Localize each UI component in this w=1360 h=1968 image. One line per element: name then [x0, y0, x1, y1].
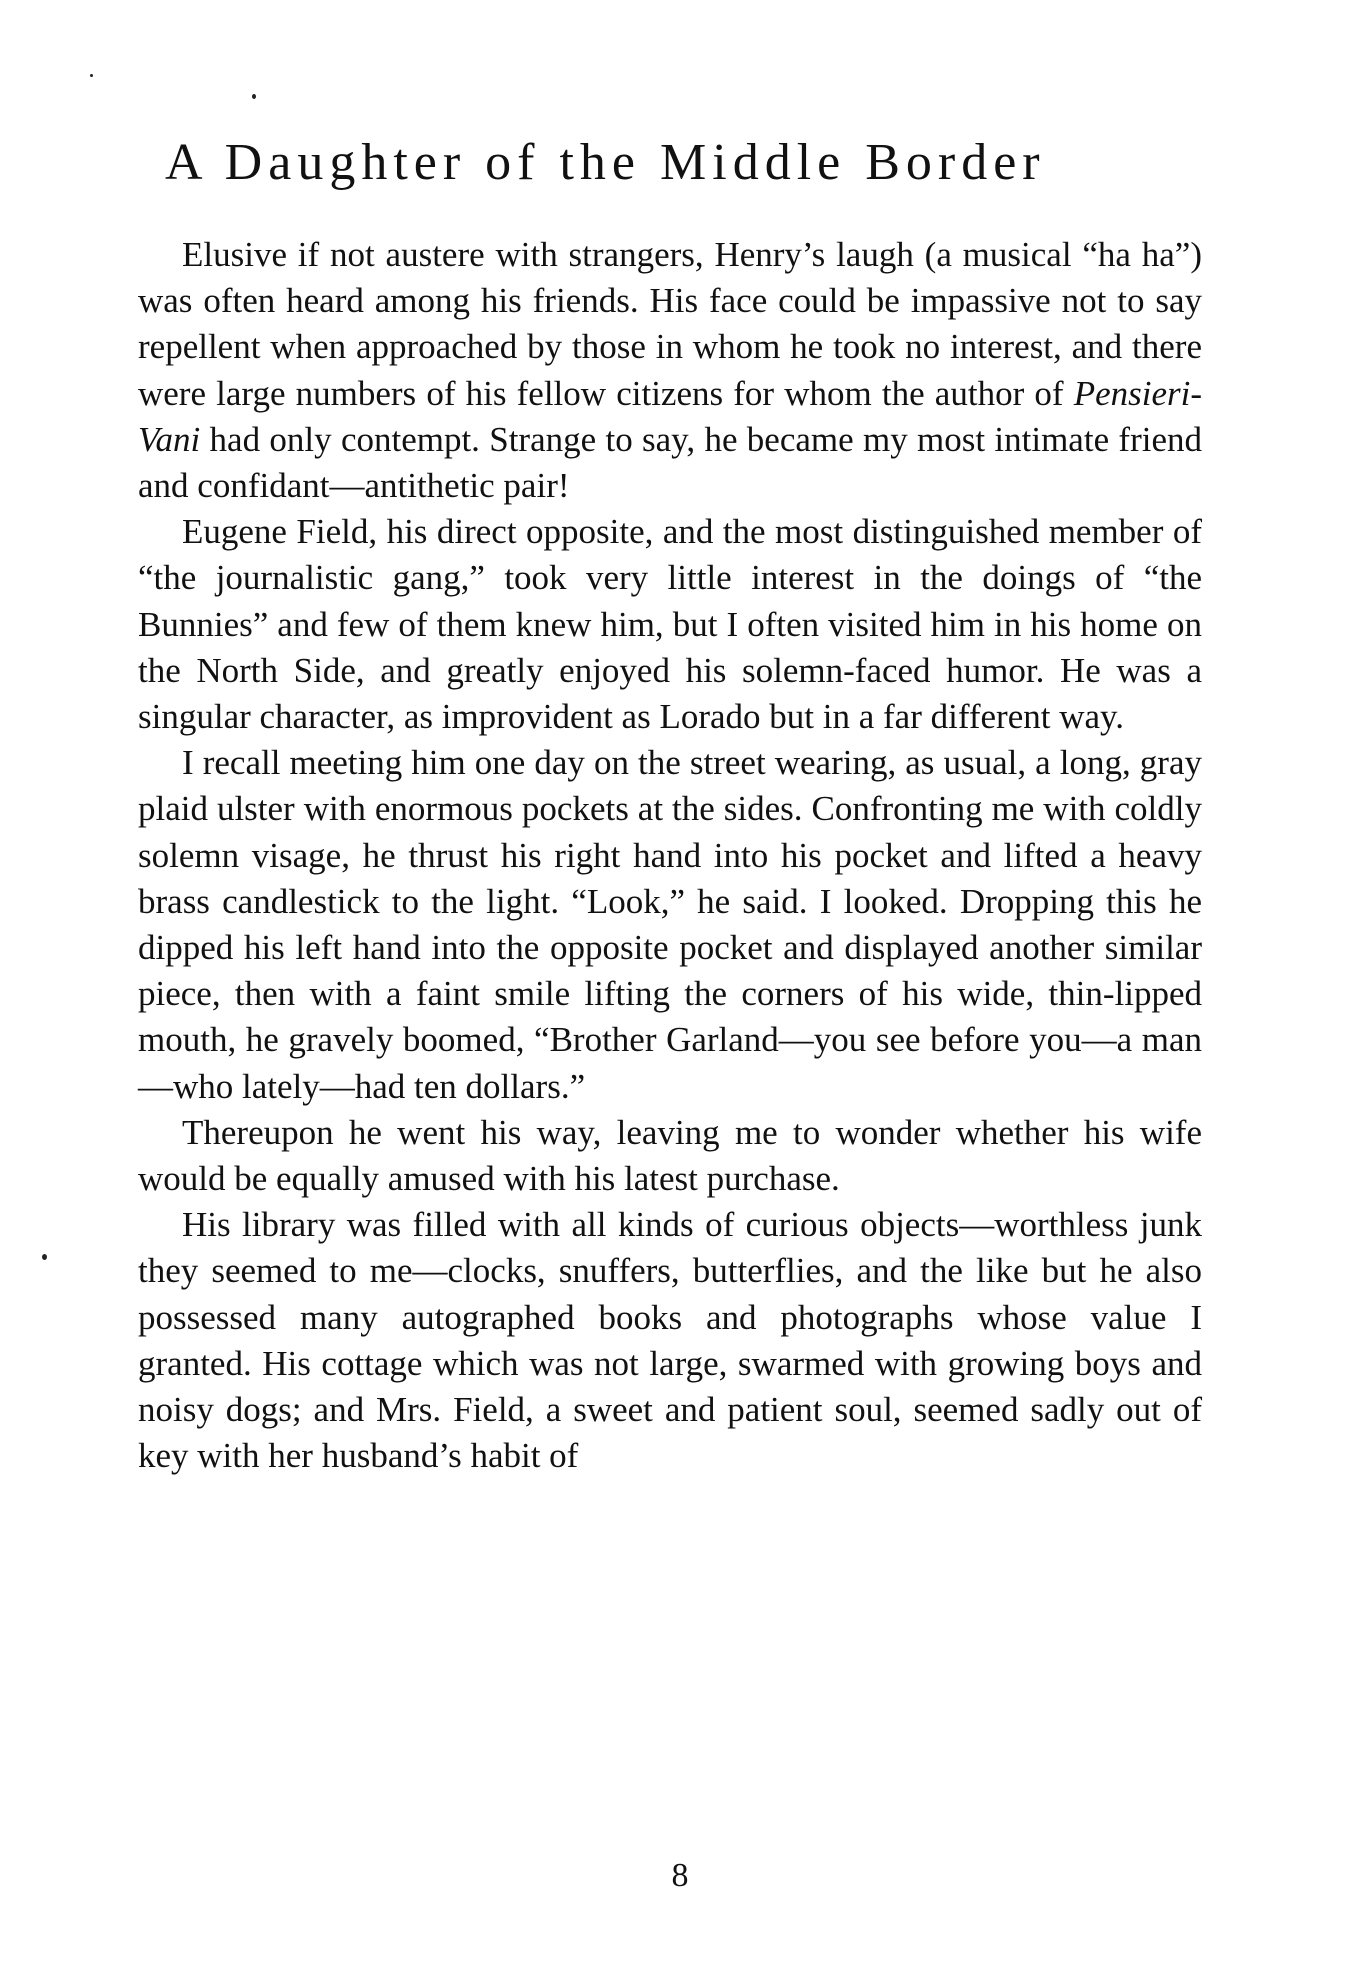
page-number: 8: [671, 1857, 689, 1894]
paragraph-library: [138, 1202, 1202, 1479]
paragraph-text: Elusive if not austere with strangers, Henry’s laugh (a musical “ha ha”) was often heard among his friends. His face could be impassive not to say repellent when approached by those in whom he took no interest, and there were large numbers of his fellow citizens for whom the author of: [138, 235, 1202, 413]
paragraph-candlestick: [138, 740, 1202, 1110]
book-title-italic: Pensieri-Vani: [138, 373, 1202, 459]
paragraph-text: I recall meeting him one day on the street wearing, as usual, a long, gray plaid ulster with enormous pockets at the sides. Confronting me with coldly solemn visage, he thrust his right hand into his pocket and lifted a heavy brass candlestick to the light. “Look,” he said. I looked. Dropping this he dipped his left hand into the opposite pocket and displayed another similar piece, then with a faint smile lifting the corners of his wide, thin-lipped mouth, he gravely boomed, “Brother Garland—you see before you—a man—who lately—had ten dollars.”: [138, 743, 1202, 1106]
running-head-title: A Daughter of the Middle Border: [165, 134, 1046, 191]
paragraph-text: Thereupon he went his way, leaving me to wonder whether his wife would be equally amused with his latest purchase.: [138, 1112, 1202, 1199]
print-speck: [252, 94, 256, 99]
paragraph-text: Eugene Field, his direct opposite, and the most distinguished member of “the journalistic gang,” took very little interest in the doings of “the Bunnies” and few of them knew him, but I often visited him in his home on the North Side, and greatly enjoyed his solemn-faced humor. He was a singular character, as improvident as Lorado but in a far different way.: [138, 512, 1202, 737]
paragraph-eugene-field: [138, 509, 1202, 740]
paragraph-text: had only contempt. Strange to say, he became my most intimate friend and confidant—antithetic pair!: [138, 419, 1202, 506]
paragraph-text: His library was filled with all kinds of curious objects—worthless junk they seemed to me—clocks, snuffers, butterflies, and the like but he also possessed many autographed books and photographs whose value I granted. His cottage which was not large, swarmed with growing boys and noisy dogs; and Mrs. Field, a sweet and patient soul, seemed sadly out of key with her husband’s habit of: [138, 1205, 1202, 1476]
paragraph-thereupon: [138, 1110, 1202, 1202]
print-speck: [90, 74, 93, 77]
print-speck: [42, 1254, 47, 1260]
paragraph-henry: [138, 232, 1202, 509]
body-text: [138, 232, 1202, 1479]
